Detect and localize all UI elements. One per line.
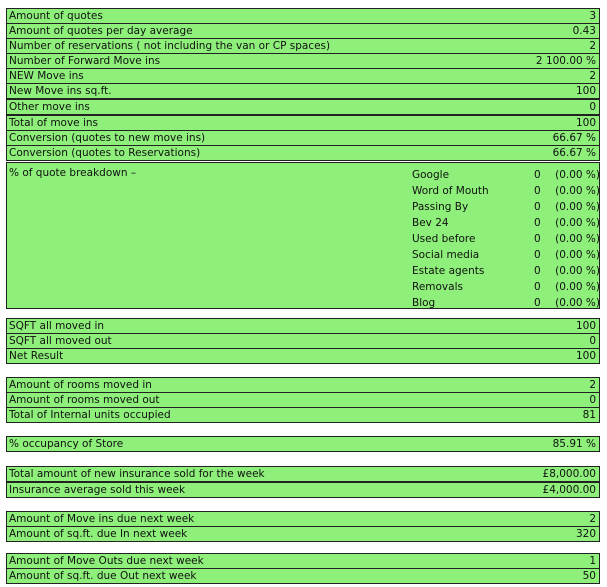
row-total-move-ins [6,115,600,131]
source-count: 0 [534,217,541,229]
row-other-move-ins [6,99,600,115]
source-name: Passing By [412,201,469,213]
source-item-blog [412,295,600,311]
row-label: Amount of sq.ft. due Out next week [9,570,197,582]
row-sqft-moved-in [6,318,600,334]
source-name: Social media [412,249,480,261]
row-label: Number of reservations ( not including the van or CP spaces) [9,40,331,52]
quote-breakdown [6,162,600,309]
row-sqft-out-next-week [6,568,600,584]
row-conversion-reservations [6,145,600,161]
row-value: 1 [589,555,596,567]
row-quotes-per-day [6,23,600,39]
source-pct: (0.00 %) [555,169,600,181]
row-label: Amount of Move ins due next week [9,513,195,525]
row-rooms-moved-out [6,392,600,408]
source-item-removals [412,279,600,295]
row-new-move-ins [6,68,600,84]
source-count: 0 [534,169,541,181]
row-label: Other move ins [9,101,90,113]
source-item-passing-by [412,199,600,215]
source-name: Used before [412,233,476,245]
row-value: 320 [575,528,596,540]
row-value: 50 [582,570,596,582]
row-label: SQFT all moved out [9,335,112,347]
row-value: 2 [589,70,596,82]
row-value: 2 100.00 % [535,55,596,67]
row-value: 0 [589,101,596,113]
source-name: Bev 24 [412,217,449,229]
row-value: 66.67 % [552,147,596,159]
row-rooms-moved-in [6,377,600,393]
source-pct: (0.00 %) [555,185,600,197]
row-label: Total of Internal units occupied [9,409,171,421]
source-item-used-before [412,231,600,247]
source-name: Removals [412,281,463,293]
row-forward-move-ins [6,53,600,69]
source-name: Estate agents [412,265,485,277]
row-sqft-in-next-week [6,526,600,542]
row-label: Conversion (quotes to Reservations) [9,147,201,159]
source-count: 0 [534,249,541,261]
row-amount-of-quotes [6,8,600,24]
source-item-word-of-mouth [412,183,600,199]
source-count: 0 [534,233,541,245]
row-value: 100 [575,117,596,129]
row-occupancy [6,436,600,452]
source-count: 0 [534,297,541,309]
row-label: Amount of Move Outs due next week [9,555,204,567]
source-item-google [412,167,600,183]
source-pct: (0.00 %) [555,233,600,245]
row-sqft-moved-out [6,333,600,349]
row-new-move-ins-sqft [6,83,600,99]
source-count: 0 [534,281,541,293]
row-label: Amount of quotes [9,10,103,22]
row-label: Insurance average sold this week [9,484,186,496]
row-label: Amount of rooms moved out [9,394,160,406]
row-label: NEW Move ins [9,70,84,82]
source-name: Google [412,169,450,181]
row-move-outs-next-week [6,553,600,569]
source-item-social-media [412,247,600,263]
source-pct: (0.00 %) [555,201,600,213]
row-reservations [6,38,600,54]
row-value: 66.67 % [552,132,596,144]
row-value: 3 [589,10,596,22]
source-item-bev-24 [412,215,600,231]
source-count: 0 [534,185,541,197]
row-internal-units-occupied [6,407,600,423]
row-value: 2 [589,513,596,525]
row-insurance-total [6,466,600,482]
row-move-ins-next-week [6,511,600,527]
row-label: Number of Forward Move ins [9,55,161,67]
row-value: 0.43 [572,25,596,37]
row-value: 0 [589,335,596,347]
row-value: 100 [575,85,596,97]
row-insurance-average [6,482,600,498]
row-label: Total amount of new insurance sold for the week [9,468,265,480]
row-label: Total of move ins [9,117,99,129]
row-value: 100 [575,320,596,332]
row-label: SQFT all moved in [9,320,105,332]
row-label: Amount of sq.ft. due In next week [9,528,188,540]
row-conversion-move-ins [6,130,600,146]
source-pct: (0.00 %) [555,281,600,293]
source-pct: (0.00 %) [555,217,600,229]
row-net-result [6,348,600,364]
source-name: Blog [412,297,436,309]
row-label: New Move ins sq.ft. [9,85,112,97]
source-pct: (0.00 %) [555,297,600,309]
breakdown-title: % of quote breakdown – [9,167,137,179]
source-item-estate-agents [412,263,600,279]
row-value: 85.91 % [552,438,596,450]
row-label: Amount of rooms moved in [9,379,152,391]
source-count: 0 [534,201,541,213]
row-label: % occupancy of Store [9,438,124,450]
row-value: 2 [589,40,596,52]
row-value: £4,000.00 [542,484,596,496]
source-name: Word of Mouth [412,185,489,197]
row-label: Net Result [9,350,64,362]
row-label: Conversion (quotes to new move ins) [9,132,206,144]
source-pct: (0.00 %) [555,249,600,261]
source-pct: (0.00 %) [555,265,600,277]
row-value: 100 [575,350,596,362]
row-value: 2 [589,379,596,391]
row-value: 81 [582,409,596,421]
source-count: 0 [534,265,541,277]
row-label: Amount of quotes per day average [9,25,193,37]
row-value: 0 [589,394,596,406]
row-value: £8,000.00 [542,468,596,480]
